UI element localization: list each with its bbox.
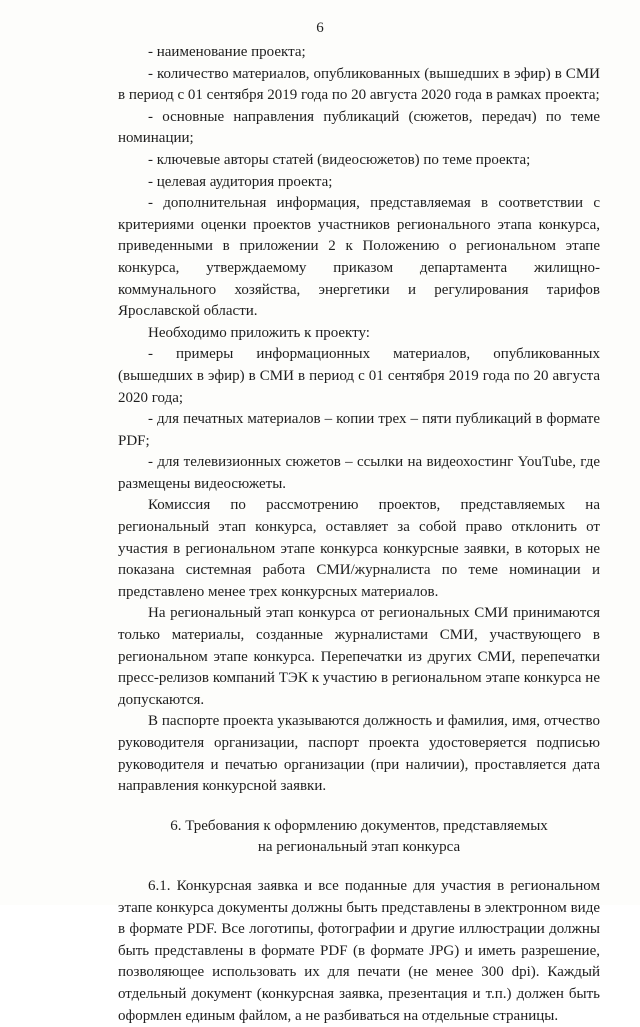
paragraph: - для печатных материалов – копии трех – пяти публикаций в формате PDF;	[118, 411, 600, 449]
document-body	[118, 42, 600, 1027]
paragraph: На региональный этап конкурса от региональных СМИ принимаются только материалы, созданные журналистами СМИ, участвующего в региональном этапе конкурса. Перепечатки из других СМИ, перепечатки пресс-релизов компаний ТЭК к участию в региональном этапе конкурса не допускаются.	[118, 605, 600, 708]
paragraph: В паспорте проекта указываются должность и фамилия, имя, отчество руководителя организации, паспорт проекта удостоверяется подписью руководителя и печатью организации (при наличии), проставляется дата направления конкурсной заявки.	[118, 713, 600, 795]
paragraph: - наименование проекта;	[148, 44, 306, 60]
paragraph: Необходимо приложить к проекту:	[148, 324, 370, 341]
paragraph: - ключевые авторы статей (видеосюжетов) по теме проекта;	[148, 151, 531, 168]
paragraph: - примеры информационных материалов, опубликованных (вышедших в эфир) в СМИ в период с 01 сентября 2019 года по 20 августа 2020 года;	[118, 346, 600, 406]
section-heading	[118, 816, 600, 859]
page-number: 6	[316, 20, 324, 36]
section-heading-line2: на региональный этап конкурса	[257, 839, 461, 856]
paragraph: Комиссия по рассмотрению проектов, представляемых на региональный этап конкурса, оставляет за собой право отклонить от участия в региональном этапе конкурса конкурсные заявки, в которых не показана системная работа СМИ/журналиста по теме номинации и представлено менее трех конкурсных материалов.	[118, 497, 600, 600]
section-heading-line1: 6. Требования к оформлению документов, представляемых	[170, 817, 548, 834]
paragraph: 6.1. Конкурсная заявка и все поданные для участия в региональном этапе конкурса документы должны быть представлены в электронном виде в формате PDF. Все логотипы, фотографии и другие иллюстрации должны быть представлены в формате PDF (в формате JPG) и иметь разрешение, позволяющее использовать их для печати (не менее 300 dpi). Каждый отдельный документ (конкурсная заявка, презентация и т.п.) должен быть оформлен единым файлом, а не разбиваться на отдельные страницы.	[118, 877, 600, 1024]
paragraph: - основные направления публикаций (сюжетов, передач) по теме номинации;	[118, 108, 600, 147]
paragraph: - для телевизионных сюжетов – ссылки на видеохостинг YouTube, где размещены видеосюжеты.	[118, 454, 600, 492]
paragraph: - количество материалов, опубликованных (вышедших в эфир) в СМИ в период с 01 сентября 2019 года по 20 августа 2020 года в рамках проекта;	[118, 65, 600, 104]
paragraph: - целевая аудитория проекта;	[148, 173, 333, 190]
paragraph: - дополнительная информация, представляемая в соответствии с критериями оценки проектов участников регионального этапа конкурса, приведенными в приложении 2 к Положению о региональном этапе конкурса, утверждаемому приказом департамента жилищно-коммунального хозяйства, энергетики и регулирования тарифов Ярославской области.	[118, 195, 600, 320]
